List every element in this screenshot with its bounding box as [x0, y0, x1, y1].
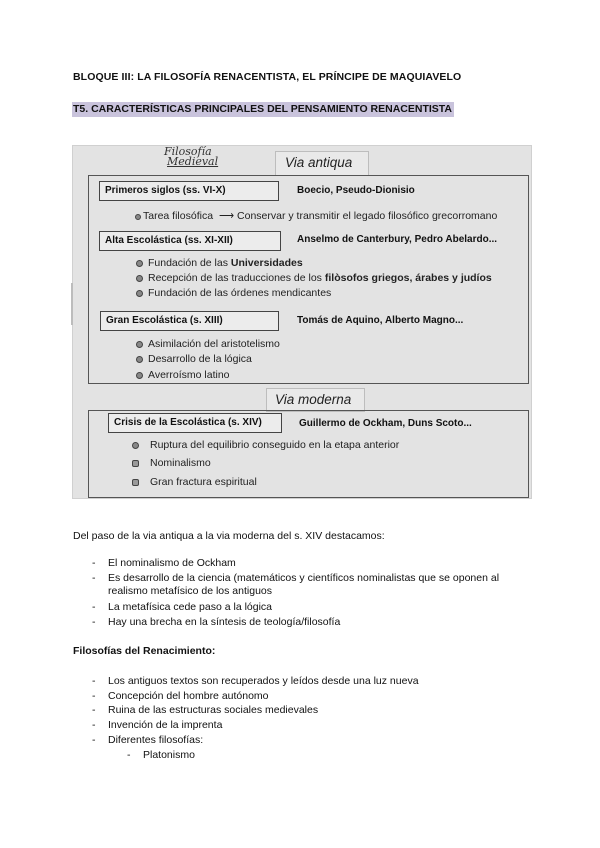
section-gran-escolastica: Gran Escolástica (s. XIII)	[100, 311, 279, 331]
list-item: Ruptura del equilibrio conseguido en la etapa anterior	[132, 439, 399, 451]
section-authors: Boecio, Pseudo-Dionisio	[297, 185, 415, 196]
section-alta-escolastica: Alta Escolástica (ss. XI-XII)	[99, 231, 281, 251]
section-authors: Anselmo de Canterbury, Pedro Abelardo...	[297, 234, 498, 245]
bullet-icon	[136, 356, 143, 363]
section-heading: Filosofías del Renacimiento:	[73, 645, 216, 657]
list-item: Fundación de las Universidades	[136, 257, 303, 269]
bullet-icon	[135, 214, 141, 220]
bullet-icon	[136, 275, 143, 282]
bullet-icon	[136, 260, 143, 267]
scan-edge-mark	[71, 283, 73, 325]
section-authors: Tomás de Aquino, Alberto Magno...	[297, 315, 464, 326]
list-item: Tarea filosófica ⟶ Conservar y transmitir el legado filosófico grecorromano	[135, 210, 497, 222]
bullet-icon	[136, 372, 143, 379]
topic-title: T5. CARACTERÍSTICAS PRINCIPALES DEL PENSAMIENTO RENACENTISTA	[73, 103, 453, 115]
bullet-icon	[132, 442, 139, 449]
via-antiqua-label: Via antiqua	[275, 151, 369, 176]
section-crisis-escolastica: Crisis de la Escolástica (s. XIV)	[108, 413, 282, 433]
bullet-icon	[132, 460, 139, 467]
bullet-icon	[132, 479, 139, 486]
handwritten-note: Filosofía Medieval	[164, 145, 219, 168]
list-item: Recepción de las traducciones de los filòsofos griegos, árabes y judíos	[136, 272, 492, 284]
list-item: Averroísmo latino	[136, 369, 230, 381]
block-title: BLOQUE III: LA FILOSOFÍA RENACENTISTA, EL PRÍNCIPE DE MAQUIAVELO	[73, 71, 462, 83]
intro-paragraph: Del paso de la via antiqua a la via moderna del s. XIV destacamos:	[73, 530, 385, 542]
arrow-right-icon: ⟶	[218, 210, 235, 222]
via-moderna-label: Via moderna	[266, 388, 365, 412]
section-primeros-siglos: Primeros siglos (ss. VI-X)	[99, 181, 279, 201]
list-item: Nominalismo	[132, 457, 211, 469]
list-item: Desarrollo de la lógica	[136, 353, 252, 365]
list-item: Fundación de las órdenes mendicantes	[136, 287, 331, 299]
bullet-icon	[136, 341, 143, 348]
list-item: Gran fractura espiritual	[132, 476, 257, 488]
section-authors: Guillermo de Ockham, Duns Scoto...	[299, 418, 472, 429]
bullet-icon	[136, 290, 143, 297]
list-item: Asimilación del aristotelismo	[136, 338, 280, 350]
